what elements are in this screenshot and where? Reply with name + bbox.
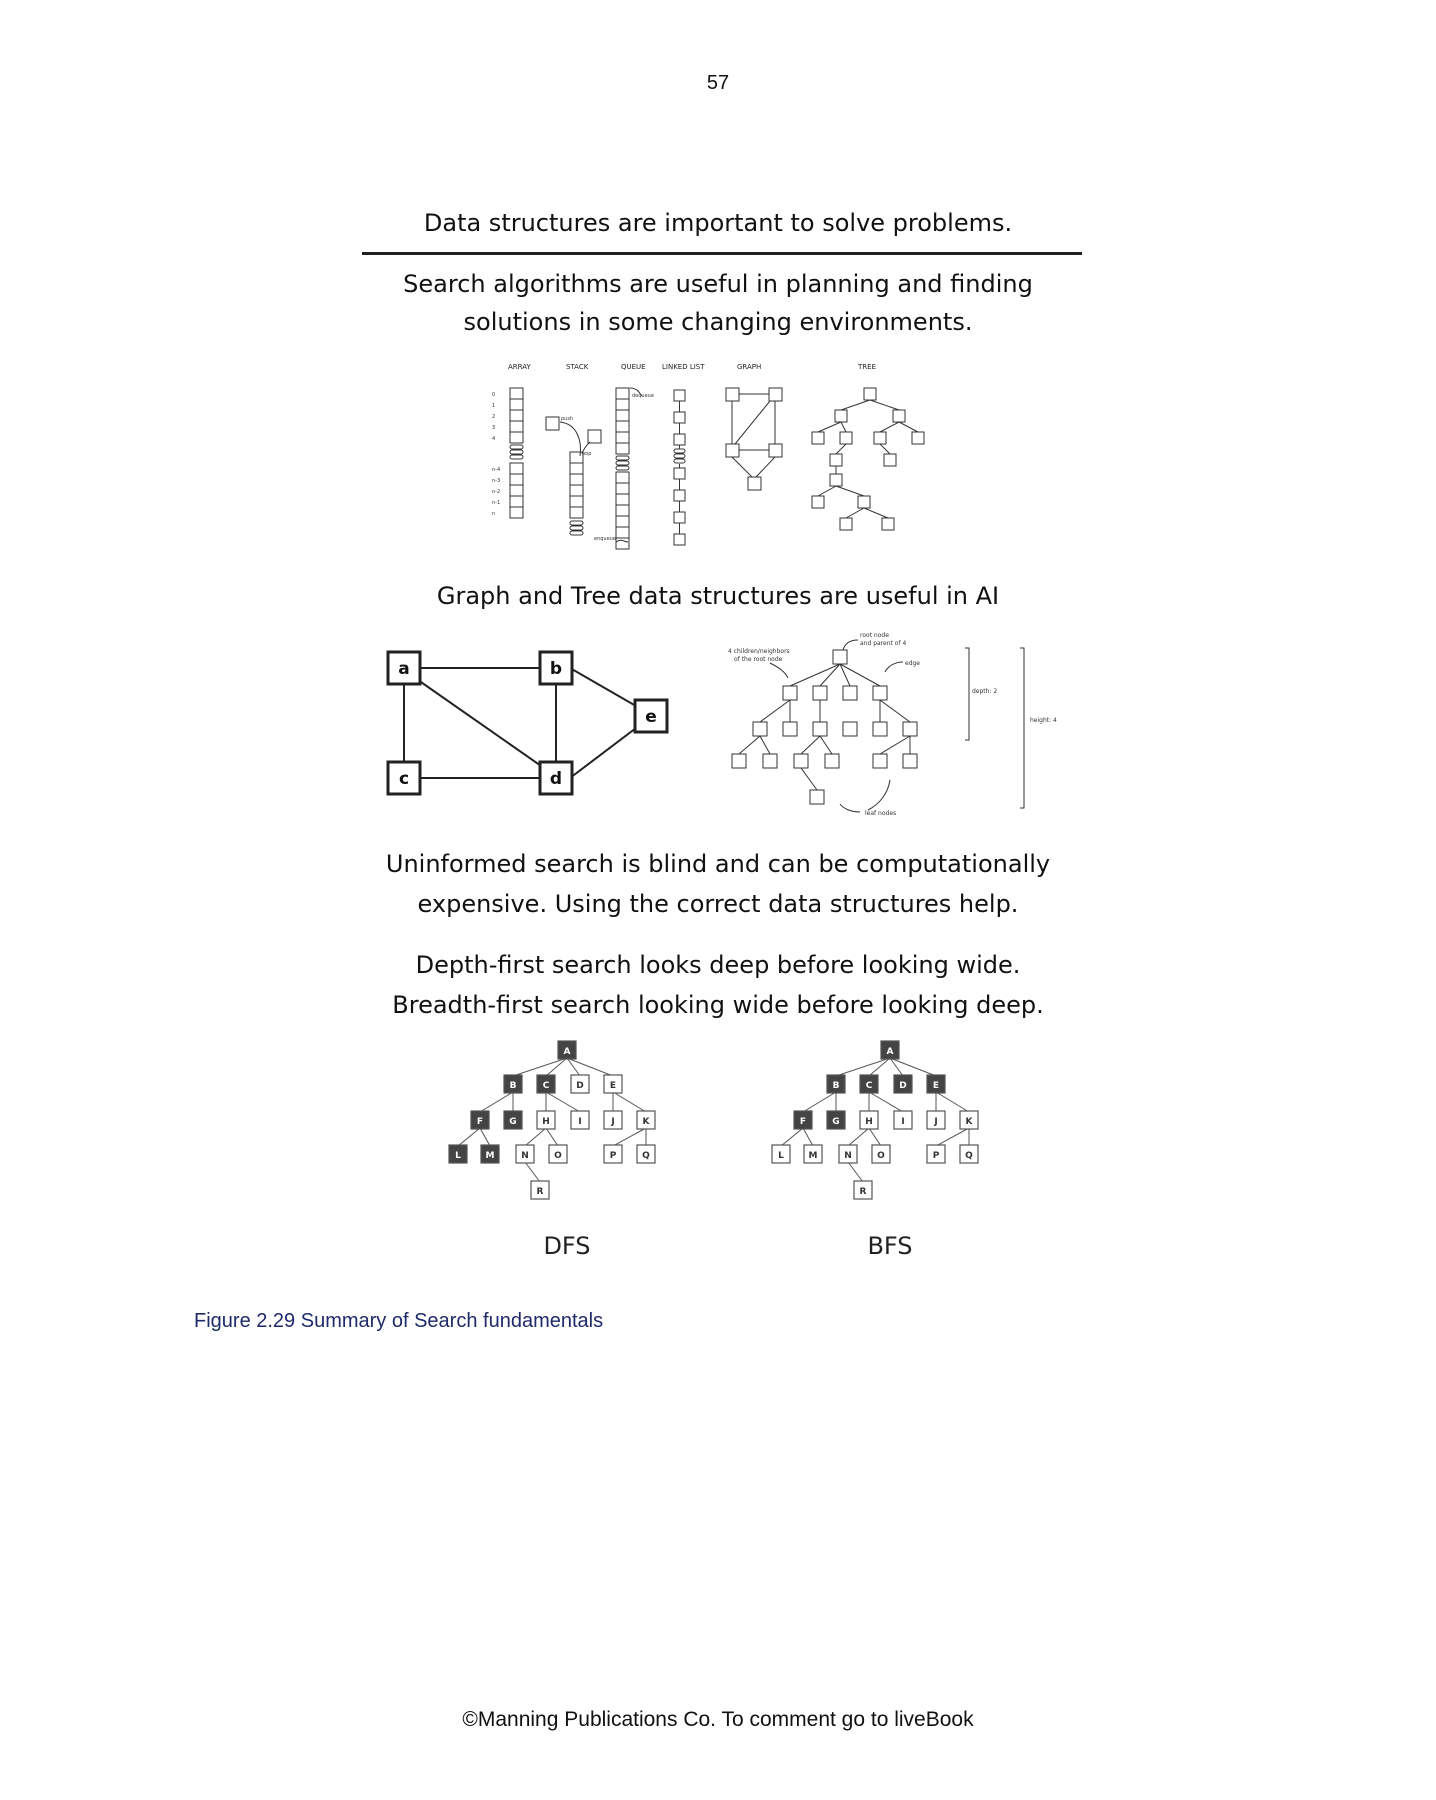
dfs-node-label: P [609,1151,617,1161]
children-label: 4 children/neighbors [728,648,790,655]
tree-node [794,754,808,768]
summary-line-graph-tree: Graph and Tree data structures are useful in AI [436,582,1000,610]
bfs-node-label: R [859,1187,867,1197]
enqueue-label: enqueue [594,536,616,542]
tree-edge [841,422,846,432]
tree-edge [880,444,890,454]
bfs-edge [869,1058,890,1076]
bfs-node-label: E [932,1081,940,1091]
tree-node [840,518,852,530]
dfs-label: DFS [543,1232,591,1260]
bfs-edge [848,1162,863,1182]
bfs-node-label: L [778,1151,784,1161]
tree-node [912,432,924,444]
tree-node [835,410,847,422]
stack-label: STACK [566,363,589,371]
array-cell [510,432,523,443]
tree-edge [864,508,888,518]
dfs-node-label: C [542,1081,550,1091]
tree-edge [820,736,832,754]
dfs-node-label: F [476,1117,484,1127]
tree-node [843,686,857,700]
stack-cell [570,485,583,496]
queue-ellipsis [616,461,629,465]
bfs-edge [848,1128,869,1146]
summary-line-data-structures: Data structures are important to solve problems. [423,209,1013,237]
dfs-node-label: R [536,1187,544,1197]
bfs-node-label: G [832,1117,840,1127]
dfs-bfs-trees [440,1040,1020,1260]
linked-list-node [674,434,685,445]
dfs-edge [480,1128,490,1146]
stack-cell [570,496,583,507]
bfs-node-label: Q [965,1151,973,1161]
bfs-edge [869,1092,903,1112]
array-cell [510,496,523,507]
tree-label: TREE [858,363,876,371]
tree-node [873,754,887,768]
tree-edge [846,508,864,518]
tree-edge [801,736,820,754]
height-label: height: 4 [1030,717,1057,724]
tree-edge [801,768,817,790]
queue-cell [616,410,629,421]
linked-list-node [674,412,685,423]
graph-node-label: e [645,707,657,727]
tree-node [873,722,887,736]
array-diagram [510,388,523,518]
bfs-node-label: F [799,1117,807,1127]
bfs-node-label: M [808,1151,818,1161]
tree-node [840,432,852,444]
root-node-label: root node [860,632,889,639]
tree-edge [836,444,846,454]
tree-node [783,722,797,736]
tree-node [825,754,839,768]
stack-cell [570,463,583,474]
tree-node [813,686,827,700]
summary-line-uninformed-2: expensive. Using the correct data structures help. [417,890,1019,918]
dfs-node-label: J [611,1117,615,1127]
bfs-node-label: O [877,1151,885,1161]
linked-list-node [674,534,685,545]
array-ellipsis [510,450,523,454]
bfs-edge [936,1092,969,1112]
array-label: ARRAY [508,363,531,371]
root-node-label-2: and parent of 4 [860,640,907,647]
stack-ellipsis [570,521,583,525]
linked-list-node [674,490,685,501]
tree-edge [841,400,870,410]
queue-cell [616,443,629,454]
summary-line-search-algorithms-2: solutions in some changing environments. [463,308,973,336]
tree-node [763,754,777,768]
dfs-node-label: H [542,1117,550,1127]
dfs-node-label: O [554,1151,562,1161]
queue-cell [616,483,629,494]
divider-rule [362,252,1082,255]
tree-edge [880,736,910,754]
graph-node-label: a [398,659,410,679]
tree-edge [870,400,899,410]
stack-diagram [546,417,601,535]
dfs-node-label: E [609,1081,617,1091]
bfs-edge [869,1128,881,1146]
page-number: 57 [706,72,730,94]
push-label: push [561,416,574,422]
tree-node [830,454,842,466]
tree-edge [818,422,841,432]
tree-node [810,790,824,804]
dfs-edge [546,1092,580,1112]
array-cell [510,388,523,399]
graph-node-label: d [549,769,563,789]
tree-node [884,454,896,466]
data-structures-illustration [490,352,950,562]
figure-caption: Figure 2.29 Summary of Search fundamentals [194,1310,604,1332]
tree-node [874,432,886,444]
graph-node-label: c [398,769,410,789]
dfs-edge [525,1162,540,1182]
array-cell [510,463,523,474]
queue-cell [616,527,629,538]
dfs-node-label: D [576,1081,584,1091]
queue-label: QUEUE [621,363,646,371]
array-index: 1 [492,403,496,409]
bfs-node-label: B [832,1081,840,1091]
array-cell [510,474,523,485]
tree-edge [880,422,899,432]
dfs-edge [546,1128,558,1146]
tree-node [843,722,857,736]
queue-cell [616,538,629,549]
dfs-node-label: L [455,1151,461,1161]
queue-cell [616,388,629,399]
dfs-edge [458,1128,480,1146]
tree-node [833,650,847,664]
pop-label: pop [582,451,592,457]
dfs-edge [525,1128,546,1146]
array-index: n [492,511,496,517]
tree-node [783,686,797,700]
array-index: 2 [492,414,496,420]
tree-node [882,518,894,530]
tree-edge [880,700,910,722]
tree-edge [760,736,770,754]
array-index: n-3 [492,478,501,484]
leaf-nodes-label: leaf nodes [865,810,897,817]
dfs-edge [546,1058,567,1076]
queue-cell [616,505,629,516]
array-cell [510,410,523,421]
bfs-node-label: N [844,1151,852,1161]
array-cell [510,485,523,496]
tree-node [812,432,824,444]
dfs-node-label: G [509,1117,517,1127]
array-index: n-4 [492,467,501,473]
linked-list-label: LINKED LIST [662,363,705,371]
tree-node [858,496,870,508]
stack-ellipsis [570,531,583,535]
tree-edge [790,664,840,686]
tree-diagram [812,388,924,530]
tree-edge [739,736,760,754]
bfs-edge [803,1128,813,1146]
tree-node [812,496,824,508]
queue-cell [616,432,629,443]
graph-diagram [726,388,782,490]
bfs-edge [836,1058,890,1076]
queue-ellipsis [616,466,629,470]
stack-ellipsis [570,526,583,530]
bfs-node-label: P [932,1151,940,1161]
tree-edge [836,486,864,496]
dfs-node-label: N [521,1151,529,1161]
bfs-node-label: H [865,1117,873,1127]
tree-node [893,410,905,422]
array-cell [510,507,523,518]
summary-line-uninformed-1: Uninformed search is blind and can be computationally [385,850,1051,878]
array-cell [510,421,523,432]
edge-label: edge [905,660,920,667]
array-ellipsis [510,445,523,449]
queue-cell [616,399,629,410]
queue-ellipsis [616,456,629,460]
array-index-labels [492,392,500,517]
graph-example [380,640,680,810]
linked-list-ellipsis [674,449,685,453]
dfs-node-label: Q [642,1151,650,1161]
bfs-edge [803,1092,836,1112]
queue-cell [616,494,629,505]
tree-node [873,686,887,700]
dfs-node-label: M [485,1151,495,1161]
stack-cell [570,507,583,518]
tree-node [753,722,767,736]
bfs-node-label: I [901,1117,905,1127]
tree-node [864,388,876,400]
dfs-tree [449,1041,655,1199]
array-index: n-2 [492,489,501,495]
bfs-node-label: K [965,1117,973,1127]
graph-node-label: b [549,659,563,679]
array-index: n-1 [492,500,501,506]
graph-label: GRAPH [737,363,762,371]
tree-node [903,754,917,768]
summary-line-search-algorithms-1: Search algorithms are useful in planning and finding [403,270,1033,298]
linked-list-ellipsis [674,454,685,458]
tree-edge [820,664,840,686]
bfs-edge [781,1128,803,1146]
dequeue-label: dequeue [632,393,654,399]
queue-cell [616,472,629,483]
bfs-node-label: D [899,1081,907,1091]
dfs-edge [613,1128,646,1146]
bfs-label: BFS [867,1232,913,1260]
linked-list-ellipsis [674,459,685,463]
linked-list-node [674,468,685,479]
dfs-node-label: B [509,1081,517,1091]
stack-cell [570,474,583,485]
bfs-node-label: C [865,1081,873,1091]
tree-edge [899,422,918,432]
linked-list-diagram [674,390,685,545]
tree-edge [840,664,880,686]
tree-terminology-diagram [710,628,1080,823]
bfs-edge [936,1128,969,1146]
array-index: 3 [492,425,496,431]
dfs-node-label: K [642,1117,650,1127]
children-label-2: of the root node [734,656,783,663]
array-cell [510,399,523,410]
queue-cell [616,516,629,527]
queue-diagram [616,388,642,549]
tree-node [732,754,746,768]
bfs-tree [772,1041,978,1199]
array-ellipsis [510,455,523,459]
linked-list-node [674,390,685,401]
array-index: 4 [492,436,496,442]
linked-list-node [674,512,685,523]
tree-node [813,722,827,736]
tree-node [903,722,917,736]
tree-edge [818,486,836,496]
dfs-node-label: I [578,1117,582,1127]
bfs-node-label: A [886,1047,894,1057]
dfs-edge [613,1092,646,1112]
tree-edge [760,700,790,722]
summary-line-dfs-bfs-1: Depth-first search looks deep before looking wide. [415,951,1021,979]
dfs-edge [480,1092,513,1112]
depth-label: depth: 2 [972,688,998,695]
queue-cell [616,421,629,432]
tree-node [830,474,842,486]
page-footer: ©Manning Publications Co. To comment go to liveBook [462,1708,974,1731]
dfs-edge [513,1058,567,1076]
dfs-node-label: A [563,1047,571,1057]
bfs-node-label: J [934,1117,938,1127]
array-index: 0 [492,392,496,398]
summary-line-dfs-bfs-2: Breadth-first search looking wide before looking deep. [392,991,1044,1019]
